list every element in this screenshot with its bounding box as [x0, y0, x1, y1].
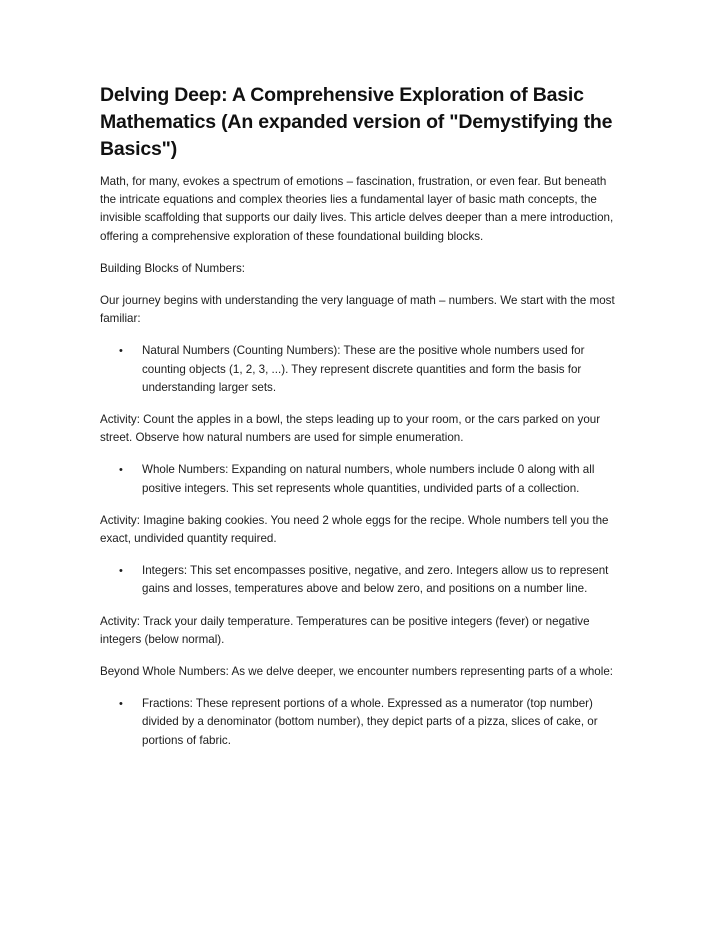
list-item: [100, 562, 622, 598]
section-heading: Building Blocks of Numbers:: [100, 261, 245, 275]
list-item: [100, 342, 622, 397]
list-item-text: Natural Numbers (Counting Numbers): These are the positive whole numbers used for counting objects (1, 2, 3, ...). They represent discrete quantities and form the basis for understanding larger sets.: [142, 344, 585, 394]
bullet-icon: •: [119, 464, 123, 477]
activity-paragraph: Activity: Imagine baking cookies. You need 2 whole eggs for the recipe. Whole numbers tell you the exact, undivided quantity required.: [100, 513, 609, 546]
list-item: [100, 695, 622, 750]
beyond-paragraph: Beyond Whole Numbers: As we delve deeper, we encounter numbers representing parts of a whole:: [100, 665, 613, 679]
bullet-icon: •: [119, 345, 123, 358]
bullet-icon: •: [119, 565, 123, 578]
document-title: Delving Deep: A Comprehensive Exploration of Basic Mathematics (An expanded version of "Demystifying the Basics"): [100, 84, 613, 160]
bullet-icon: •: [119, 698, 123, 711]
list-item-text: Fractions: These represent portions of a whole. Expressed as a numerator (top number) divided by a denominator (bottom number), they depict parts of a pizza, slices of cake, or portions of fabric.: [142, 697, 598, 747]
journey-paragraph: Our journey begins with understanding the very language of math – numbers. We start with the most familiar:: [100, 294, 615, 326]
whole-numbers-list: [100, 461, 622, 497]
list-item-text: Whole Numbers: Expanding on natural numbers, whole numbers include 0 along with all positive integers. This set represents whole quantities, undivided parts of a collection.: [142, 463, 595, 495]
document-page: [100, 82, 622, 764]
activity-paragraph: Activity: Track your daily temperature. Temperatures can be positive integers (fever) or negative integers (below normal).: [100, 614, 590, 646]
integers-list: [100, 562, 622, 598]
natural-numbers-list: [100, 342, 622, 397]
list-item: [100, 461, 622, 497]
fractions-list: [100, 695, 622, 750]
list-item-text: Integers: This set encompasses positive, negative, and zero. Integers allow us to represent gains and losses, temperatures above and below zero, and positions on a number line.: [142, 564, 609, 596]
activity-paragraph: Activity: Count the apples in a bowl, the steps leading up to your room, or the cars parked on your street. Observe how natural numbers are used for simple enumeration.: [100, 413, 601, 445]
intro-paragraph: Math, for many, evokes a spectrum of emotions – fascination, frustration, or even fear. But beneath the intricate equations and complex theories lies a fundamental layer of basic math concepts, the invisible scaffolding that supports our daily lives. This article delves deeper than a mere introduction, offering a comprehensive exploration of these foundational building blocks.: [100, 175, 614, 243]
